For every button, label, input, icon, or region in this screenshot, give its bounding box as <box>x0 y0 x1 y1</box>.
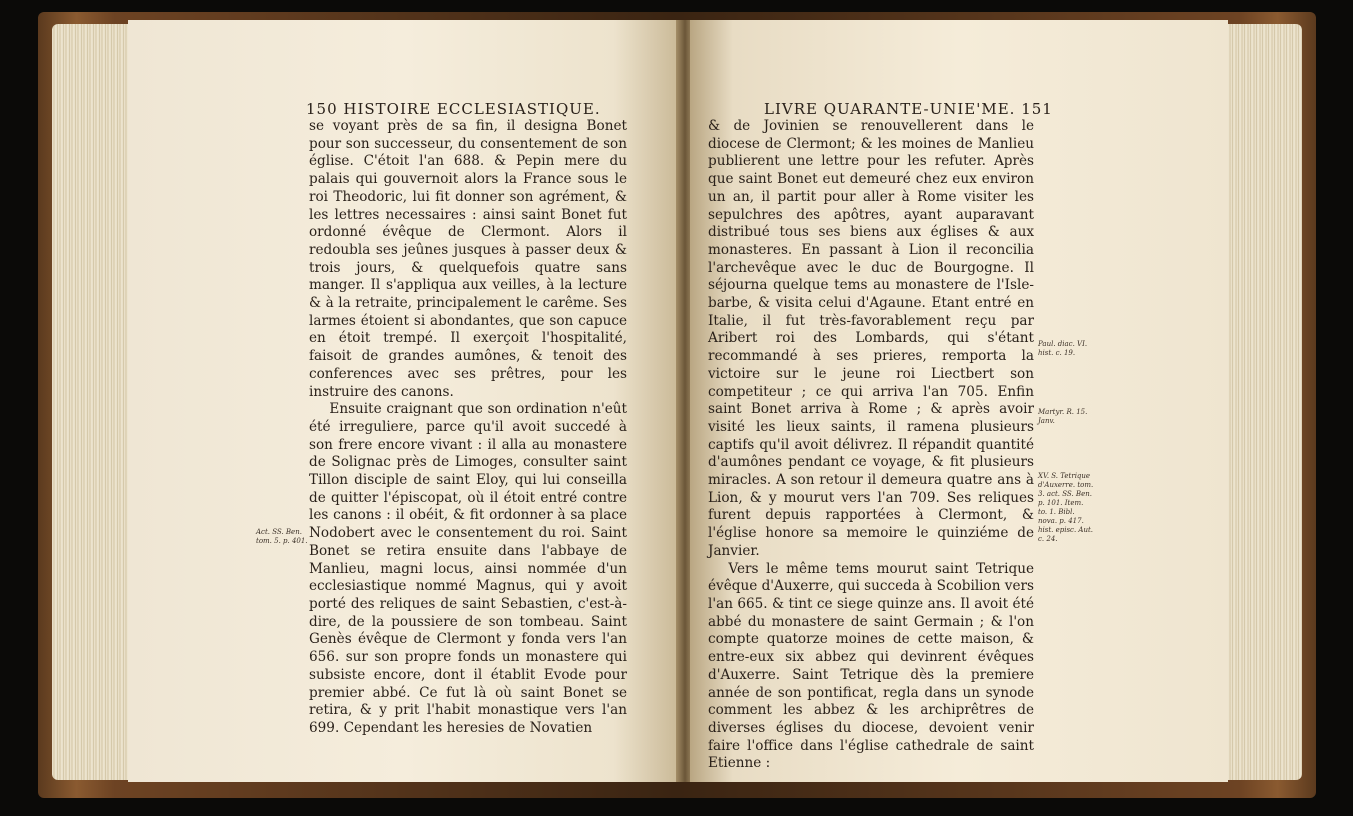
right-paragraph-2: Vers le même tems mourut saint Tetrique évêque d'Auxerre, qui succeda à Scobilion vers l'an 665. & tint ce siege quinze ans. Il avoit été abbé du monastere de saint Germain ; & l'on compte quatorze moines de cette maison, & entre-eux six abbez qui devinrent évêques d'Auxerre. Saint Tetrique dès la premiere année de son pontificat, regla dans un synode comment les abbez & les archiprêtres de diverses églises du diocese, devoient venir faire l'office dans l'église cathedrale de saint Etienne : <box>708 560 1034 772</box>
left-margin-note-1: Act. SS. Ben. tom. 5. p. 401. <box>256 528 308 545</box>
left-paragraph-1: se voyant près de sa fin, il designa Bonet pour son successeur, du consentement de son église. C'étoit l'an 688. & Pepin mere du palais qui gouvernoit alors la France sous le roi Theodoric, lui fit donner son agrément, & les lettres necessaires : ainsi saint Bonet fut ordonné évêque de Clermont. Alors il redoubla ses jeûnes jusques à passer deux & trois jours, & quelquefois quatre sans manger. Il s'appliqua aux veilles, à la lecture & à la retraite, principalement le carême. Ses larmes étoient si abondantes, que son capuce en étoit trempé. Il exerçoit l'hospitalité, faisoit de grandes aumônes, & tenoit des conferences avec ses prêtres, pour les instruire des canons. <box>309 118 627 400</box>
left-page-body <box>309 118 627 738</box>
right-margin-note-2: Martyr. R. 15. Janv. <box>1038 408 1088 425</box>
right-page-header: LIVRE QUARANTE-UNIE'ME. 151 <box>764 100 1053 118</box>
right-page-body <box>708 118 1034 773</box>
right-paragraph-1: & de Jovinien se renouvellerent dans le diocese de Clermont; & les moines de Manlieu publierent une lettre pour les refuter. Après que saint Bonet eut demeuré chez eux environ un an, il partit pour aller à Rome visiter les sepulchres des apôtres, ayant auparavant distribué tous ses biens aux églises & aux monasteres. En passant à Lion il reconcilia l'archevêque avec le duc de Bourgogne. Il séjourna quelque tems au monastere de l'Isle-barbe, & visita celui d'Agaune. Etant entré en Italie, il fut très-favorablement reçu par Aribert roi des Lombards, qui s'étant recommandé à ses prieres, remporta la victoire sur le jeune roi Liectbert son competiteur ; ce qui arriva l'an 705. Enfin saint Bonet arriva à Rome ; & après avoir visité les lieux saints, il ramena plusieurs captifs qu'il avoit délivrez. Il répandit quantité d'aumônes pendant ce voyage, & fit plusieurs miracles. A son retour il demeura quatre ans à Lion, & y mourut vers l'an 709. Ses reliques furent depuis rapportées à Clermont, & l'église honore sa memoire le quinziéme de Janvier. <box>708 118 1034 559</box>
left-page-header: 150 HISTOIRE ECCLESIASTIQUE. <box>306 100 601 118</box>
left-page-edges <box>52 24 130 780</box>
right-margin-note-1: Paul. diac. VI. hist. c. 19. <box>1038 340 1088 357</box>
right-page-edges <box>1226 24 1302 780</box>
right-margin-note-3: XV. S. Tetrique d'Auxerre. tom. 3. act. SS. Ben. p. 101. Item. to. 1. Bibl. nova. p. 417. hist. episc. Aut. c. 24. <box>1038 472 1094 543</box>
left-paragraph-2: Ensuite craignant que son ordination n'eût été irreguliere, parce qu'il avoit succedé à son frere encore vivant : il alla au monastere de Solignac près de Limoges, consulter saint Tillon disciple de saint Eloy, qui lui conseilla de quitter l'épiscopat, où il étoit entré contre les canons : il obéit, & fit ordonner à sa place Nodobert avec le consentement du roi. Saint Bonet se retira ensuite dans l'abbaye de Manlieu, magni locus, ainsi nommée d'un ecclesiastique nommé Magnus, qui y avoit porté des reliques de saint Sebastien, c'est-à-dire, de la poussiere de son tombeau. Saint Genès évêque de Clermont y fonda vers l'an 656. sur son propre fonds un monastere qui subsiste encore, dont il établit Evode pour premier abbé. Ce fut là où saint Bonet se retira, & y prit l'habit monastique vers l'an 699. Cependant les heresies de Novatien <box>309 401 627 736</box>
right-page <box>690 20 1228 782</box>
left-page <box>128 20 680 782</box>
